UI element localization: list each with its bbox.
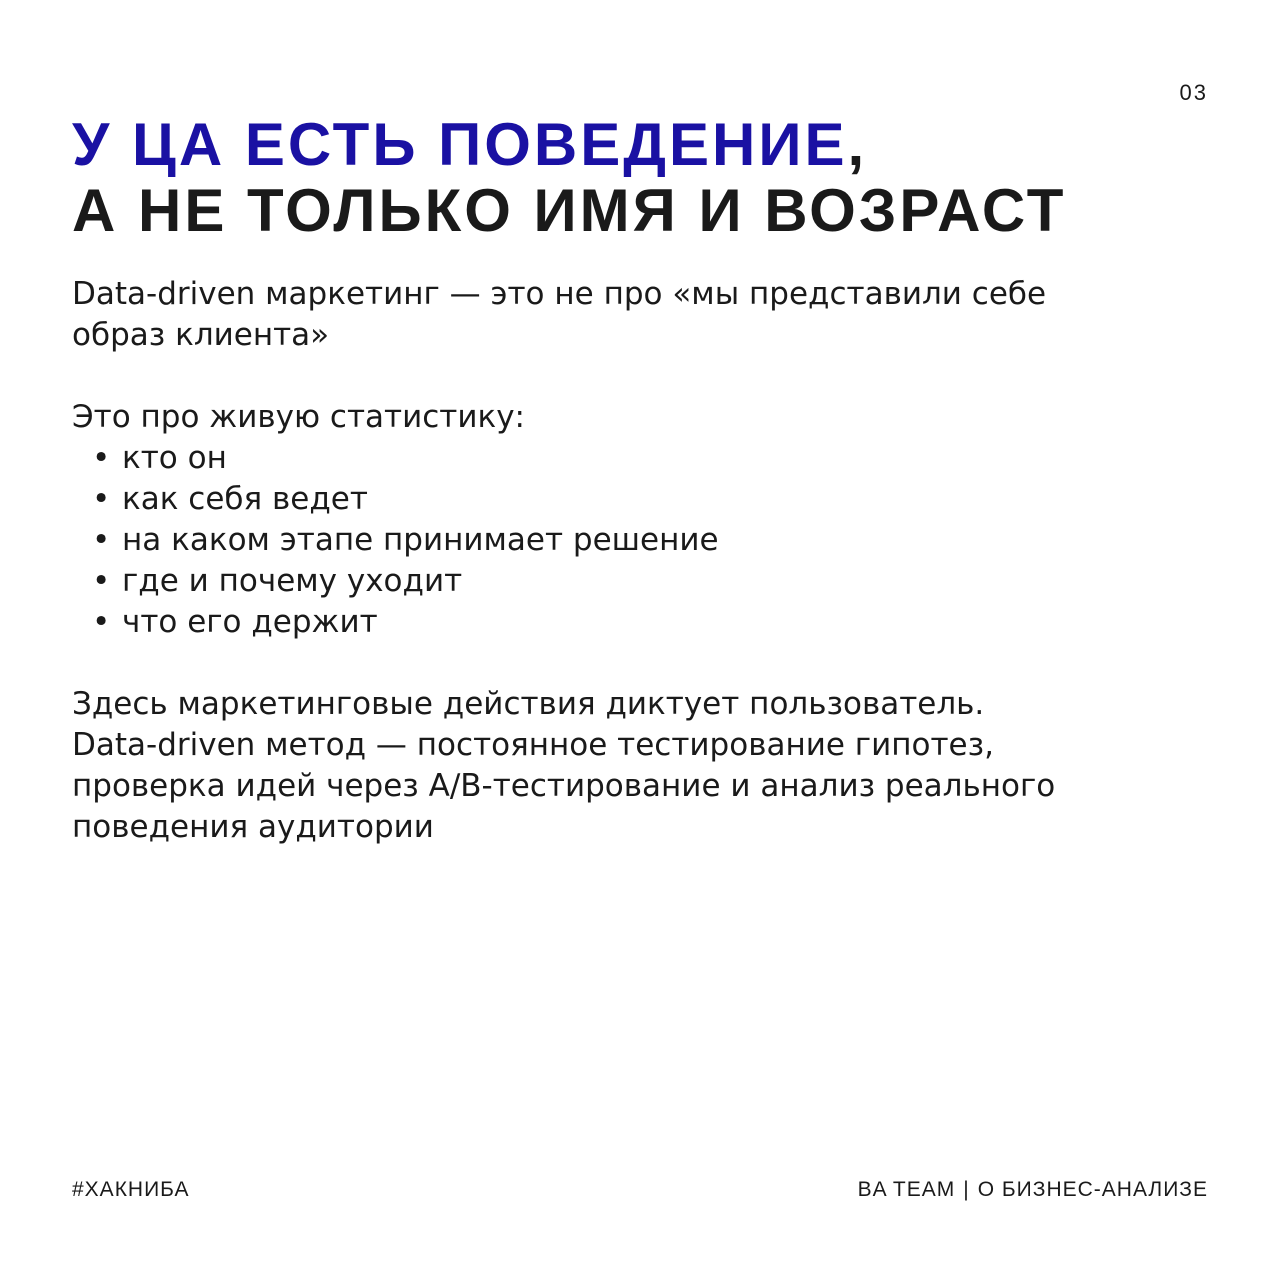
closing-line-1: Здесь маркетинговые действия диктует пользователь. <box>72 686 985 722</box>
list-item <box>72 561 1212 602</box>
bullet-list <box>72 438 1212 643</box>
closing-paragraph <box>72 684 1212 848</box>
footer-topic: О БИЗНЕС-АНАЛИЗЕ <box>977 1178 1208 1201</box>
page-number: 03 <box>1179 80 1208 105</box>
bullet-icon: • <box>92 563 111 599</box>
closing-line-3: проверка идей через А/B-тестирование и анализ реального <box>72 768 1056 804</box>
page-title <box>72 112 1212 244</box>
bullet-icon: • <box>92 604 111 640</box>
footer-separator: | <box>963 1178 970 1201</box>
intro-paragraph <box>72 274 1212 356</box>
list-item <box>72 520 1212 561</box>
list-item-text: кто он <box>122 440 227 476</box>
intro-line-1: Data-driven маркетинг — это не про «мы представили себе <box>72 276 1047 312</box>
list-item <box>72 479 1212 520</box>
bullet-icon: • <box>92 522 111 558</box>
footer-brand-name: BA TEAM <box>857 1178 956 1201</box>
list-item <box>72 438 1212 479</box>
closing-line-4: поведения аудитории <box>72 809 434 845</box>
spacer <box>72 643 1212 684</box>
intro-line-2: образ клиента» <box>72 317 330 353</box>
footer-brand <box>858 1178 1208 1202</box>
footer-hashtag: #ХАКНИБА <box>72 1178 190 1201</box>
spacer <box>72 356 1212 397</box>
title-comma: , <box>847 111 868 178</box>
bullet-icon: • <box>92 440 111 476</box>
list-item-text: на каком этапе принимает решение <box>122 522 719 558</box>
closing-line-2: Data-driven метод — постоянное тестирование гипотез, <box>72 727 994 763</box>
list-item <box>72 602 1212 643</box>
list-item-text: как себя ведет <box>122 481 368 517</box>
title-line-accent: У ЦА ЕСТЬ ПОВЕДЕНИЕ <box>72 111 848 178</box>
title-line-secondary: А НЕ ТОЛЬКО ИМЯ И ВОЗРАСТ <box>72 177 1067 244</box>
list-item-text: что его держит <box>122 604 378 640</box>
stats-heading: Это про живую статистику: <box>72 399 525 435</box>
list-item-text: где и почему уходит <box>122 563 463 599</box>
bullet-icon: • <box>92 481 111 517</box>
body-content <box>72 274 1212 848</box>
